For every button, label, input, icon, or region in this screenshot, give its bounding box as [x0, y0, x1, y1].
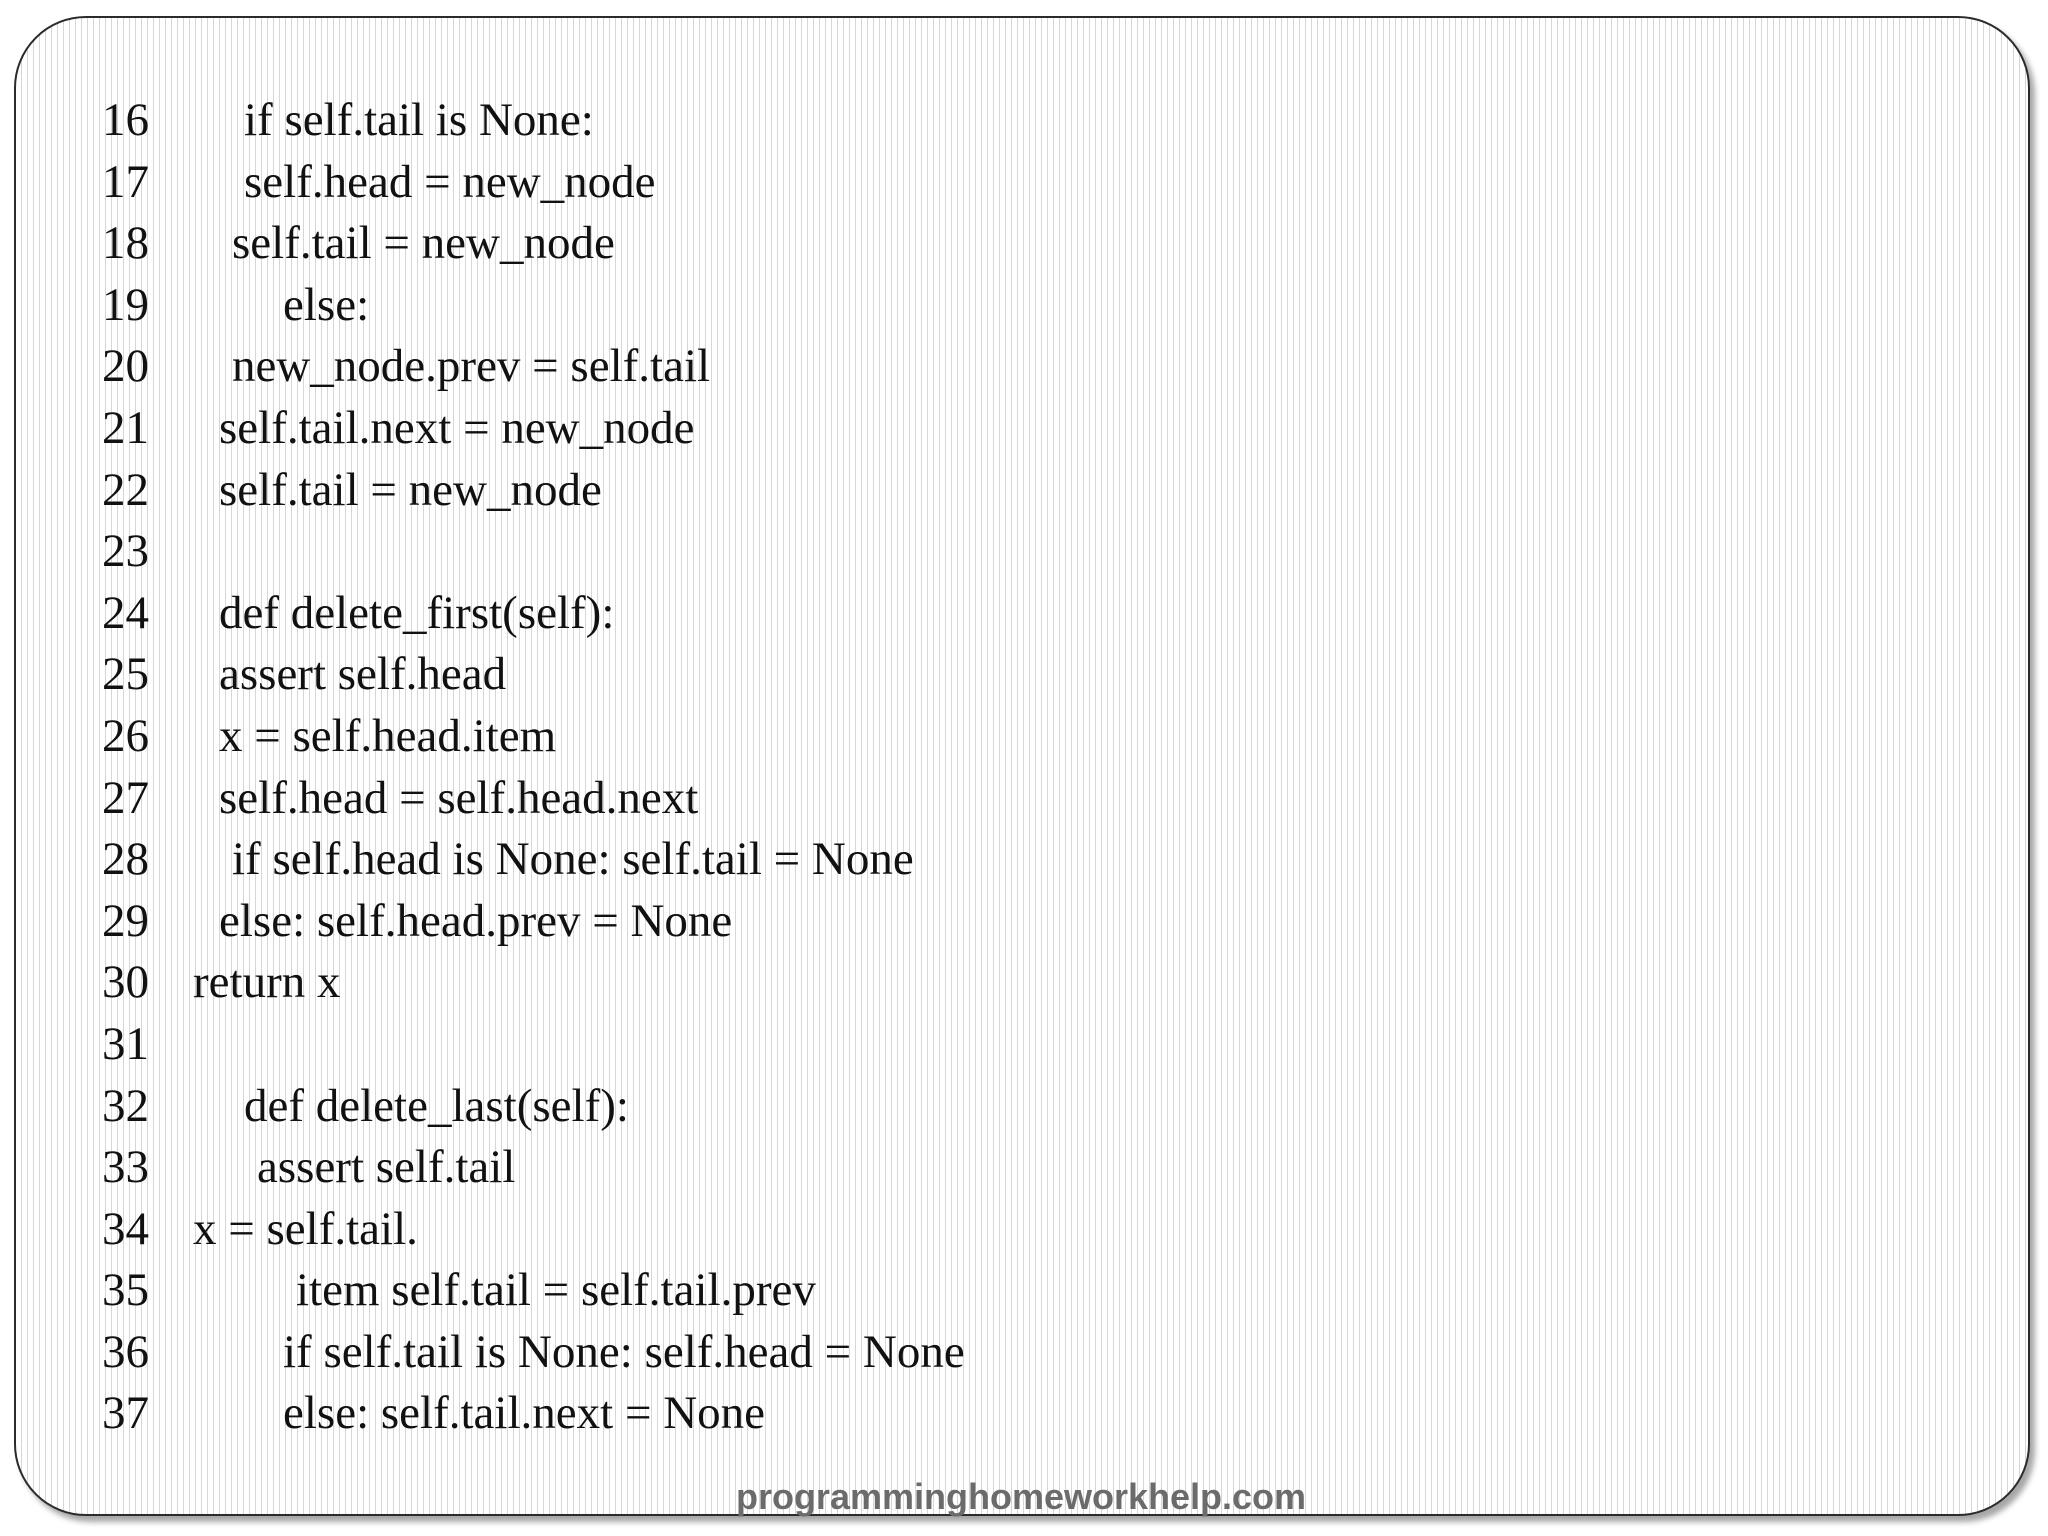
line-number: 16 — [102, 94, 149, 146]
code-line — [0, 1137, 2016, 1199]
code-line — [0, 891, 2016, 953]
code-text: def delete_last(self): — [244, 1079, 629, 1132]
code-listing — [0, 90, 2016, 1445]
code-line — [0, 275, 2016, 337]
code-text: self.tail = new_node — [232, 217, 615, 270]
code-text: def delete_first(self): — [219, 586, 615, 639]
line-number: 24 — [102, 586, 149, 639]
code-text: if self.tail is None: self.head = None — [283, 1325, 965, 1378]
line-number: 23 — [102, 525, 149, 578]
code-line — [0, 768, 2016, 830]
footer-website: programminghomeworkhelp.com — [735, 1476, 1307, 1517]
line-number: 22 — [102, 463, 149, 516]
code-line — [0, 90, 2016, 152]
line-number: 30 — [102, 956, 149, 1009]
line-number: 21 — [102, 401, 149, 454]
code-line — [0, 398, 2016, 460]
code-text: item self.tail = self.tail.prev — [296, 1264, 816, 1317]
code-text: self.tail.next = new_node — [219, 401, 695, 454]
code-line — [0, 829, 2016, 891]
line-number: 34 — [102, 1202, 149, 1255]
code-line — [0, 1014, 2016, 1076]
code-line — [0, 1260, 2016, 1322]
line-number: 33 — [102, 1141, 149, 1194]
line-number: 25 — [102, 648, 149, 701]
code-text: else: — [283, 278, 370, 331]
code-text: else: self.tail.next = None — [283, 1387, 766, 1440]
code-text: if self.head is None: self.tail = None — [232, 833, 914, 886]
code-text: self.tail = new_node — [219, 463, 602, 516]
code-text: assert self.head — [219, 648, 507, 701]
code-text: if self.tail is None: — [244, 94, 594, 146]
line-number: 19 — [102, 278, 149, 331]
code-line — [0, 336, 2016, 398]
code-line — [0, 1322, 2016, 1384]
line-number: 36 — [102, 1325, 149, 1378]
line-number: 32 — [102, 1079, 149, 1132]
code-line — [0, 706, 2016, 768]
line-number: 35 — [102, 1264, 149, 1317]
code-line — [0, 152, 2016, 214]
line-number: 20 — [102, 340, 149, 393]
line-number: 31 — [102, 1017, 149, 1070]
code-text: return x — [193, 956, 341, 1009]
code-text: x = self.tail. — [193, 1202, 418, 1255]
line-number: 27 — [102, 771, 149, 824]
code-line — [0, 952, 2016, 1014]
line-number: 37 — [102, 1387, 149, 1440]
code-text: self.head = new_node — [244, 155, 656, 208]
code-line — [0, 583, 2016, 645]
code-line — [0, 1383, 2016, 1445]
code-text: x = self.head.item — [219, 709, 557, 762]
code-text: else: self.head.prev = None — [219, 894, 733, 947]
code-line — [0, 644, 2016, 706]
line-number: 29 — [102, 894, 149, 947]
code-line — [0, 521, 2016, 583]
code-line — [0, 213, 2016, 275]
code-line — [0, 460, 2016, 522]
code-text: assert self.tail — [257, 1141, 516, 1194]
line-number: 28 — [102, 833, 149, 886]
code-line — [0, 1076, 2016, 1138]
line-number: 18 — [102, 217, 149, 270]
code-text: new_node.prev = self.tail — [232, 340, 711, 393]
line-number: 17 — [102, 155, 149, 208]
code-line — [0, 1199, 2016, 1261]
code-text: self.head = self.head.next — [219, 771, 699, 824]
line-number: 26 — [102, 709, 149, 762]
